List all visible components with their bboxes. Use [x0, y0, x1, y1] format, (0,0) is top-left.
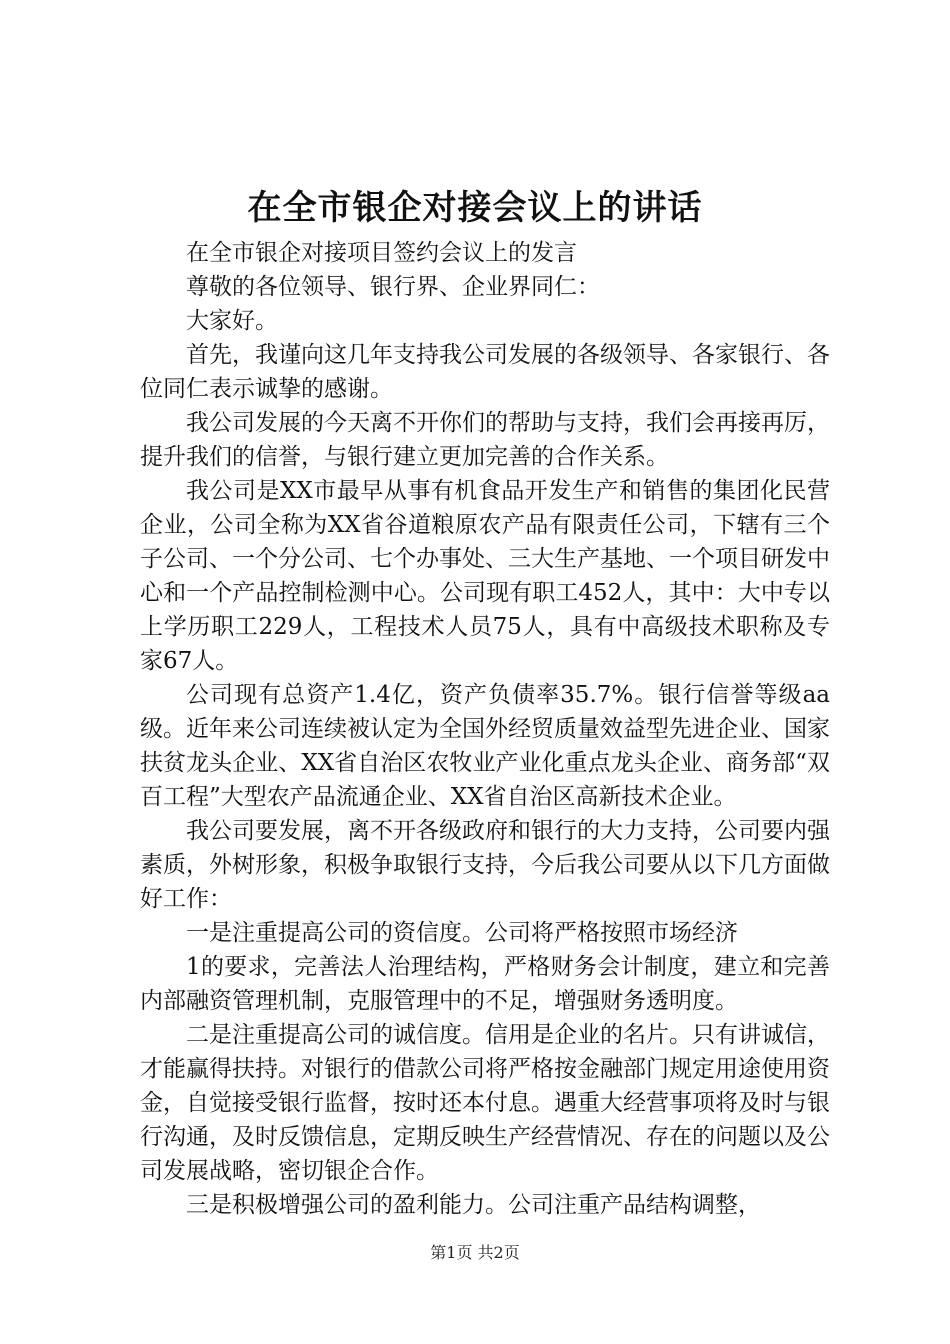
- paragraph-company-intro: 我公司是XX市最早从事有机食品开发生产和销售的集团化民营企业，公司全称为XX省谷道粮原农产品有限责任公司，下辖有三个子公司、一个分公司、七个办事处、三大生产基地、一个项目研发中心和一个产品控制检测中心。公司现有职工452人，其中：大中专以上学历职工229人，工程技术人员75人，具有中高级技术职称及专家67人。: [140, 478, 830, 674]
- paragraph-point-two: 二是注重提高公司的诚信度。信用是企业的名片。只有讲诚信，才能赢得扶持。对银行的借款公司将严格按金融部门规定用途使用资金，自觉接受银行监督，按时还本付息。遇重大经营事项将及时与银行沟通，及时反馈信息，定期反映生产经营情况、存在的问题以及公司发展战略，密切银企合作。: [140, 1022, 830, 1184]
- document-body: [140, 236, 830, 1222]
- paragraph-subtitle: 在全市银企对接项目签约会议上的发言: [186, 240, 577, 266]
- paragraph-point-one: 一是注重提高公司的资信度。公司将严格按照市场经济: [186, 920, 738, 946]
- page-number-footer: 第1页 共2页: [430, 1243, 520, 1262]
- paragraph-development: 我公司要发展，离不开各级政府和银行的大力支持，公司要内强素质，外树形象，积极争取银行支持，今后我公司要从以下几方面做好工作：: [140, 818, 830, 912]
- paragraph-support: 我公司发展的今天离不开你们的帮助与支持，我们会再接再厉，提升我们的信誉，与银行建立更加完善的合作关系。: [140, 410, 830, 470]
- paragraph-assets: 公司现有总资产1.4亿，资产负债率35.7%。银行信誉等级aa级。近年来公司连续被认定为全国外经贸质量效益型先进企业、国家扶贫龙头企业、XX省自治区农牧业产业化重点龙头企业、商务部“双百工程”大型农产品流通企业、XX省自治区高新技术企业。: [140, 682, 830, 810]
- paragraph-salutation: 尊敬的各位领导、银行界、企业界同仁：: [186, 274, 600, 300]
- paragraph-point-one-cont: 1的要求，完善法人治理结构，严格财务会计制度，建立和完善内部融资管理机制，克服管理中的不足，增强财务透明度。: [140, 954, 830, 1014]
- paragraph-point-three: 三是积极增强公司的盈利能力。公司注重产品结构调整，: [186, 1192, 761, 1218]
- paragraph-thanks: 首先，我谨向这几年支持我公司发展的各级领导、各家银行、各位同仁表示诚挚的感谢。: [140, 342, 830, 402]
- document-title: 在全市银企对接会议上的讲话: [247, 188, 703, 228]
- paragraph-greeting: 大家好。: [186, 308, 278, 334]
